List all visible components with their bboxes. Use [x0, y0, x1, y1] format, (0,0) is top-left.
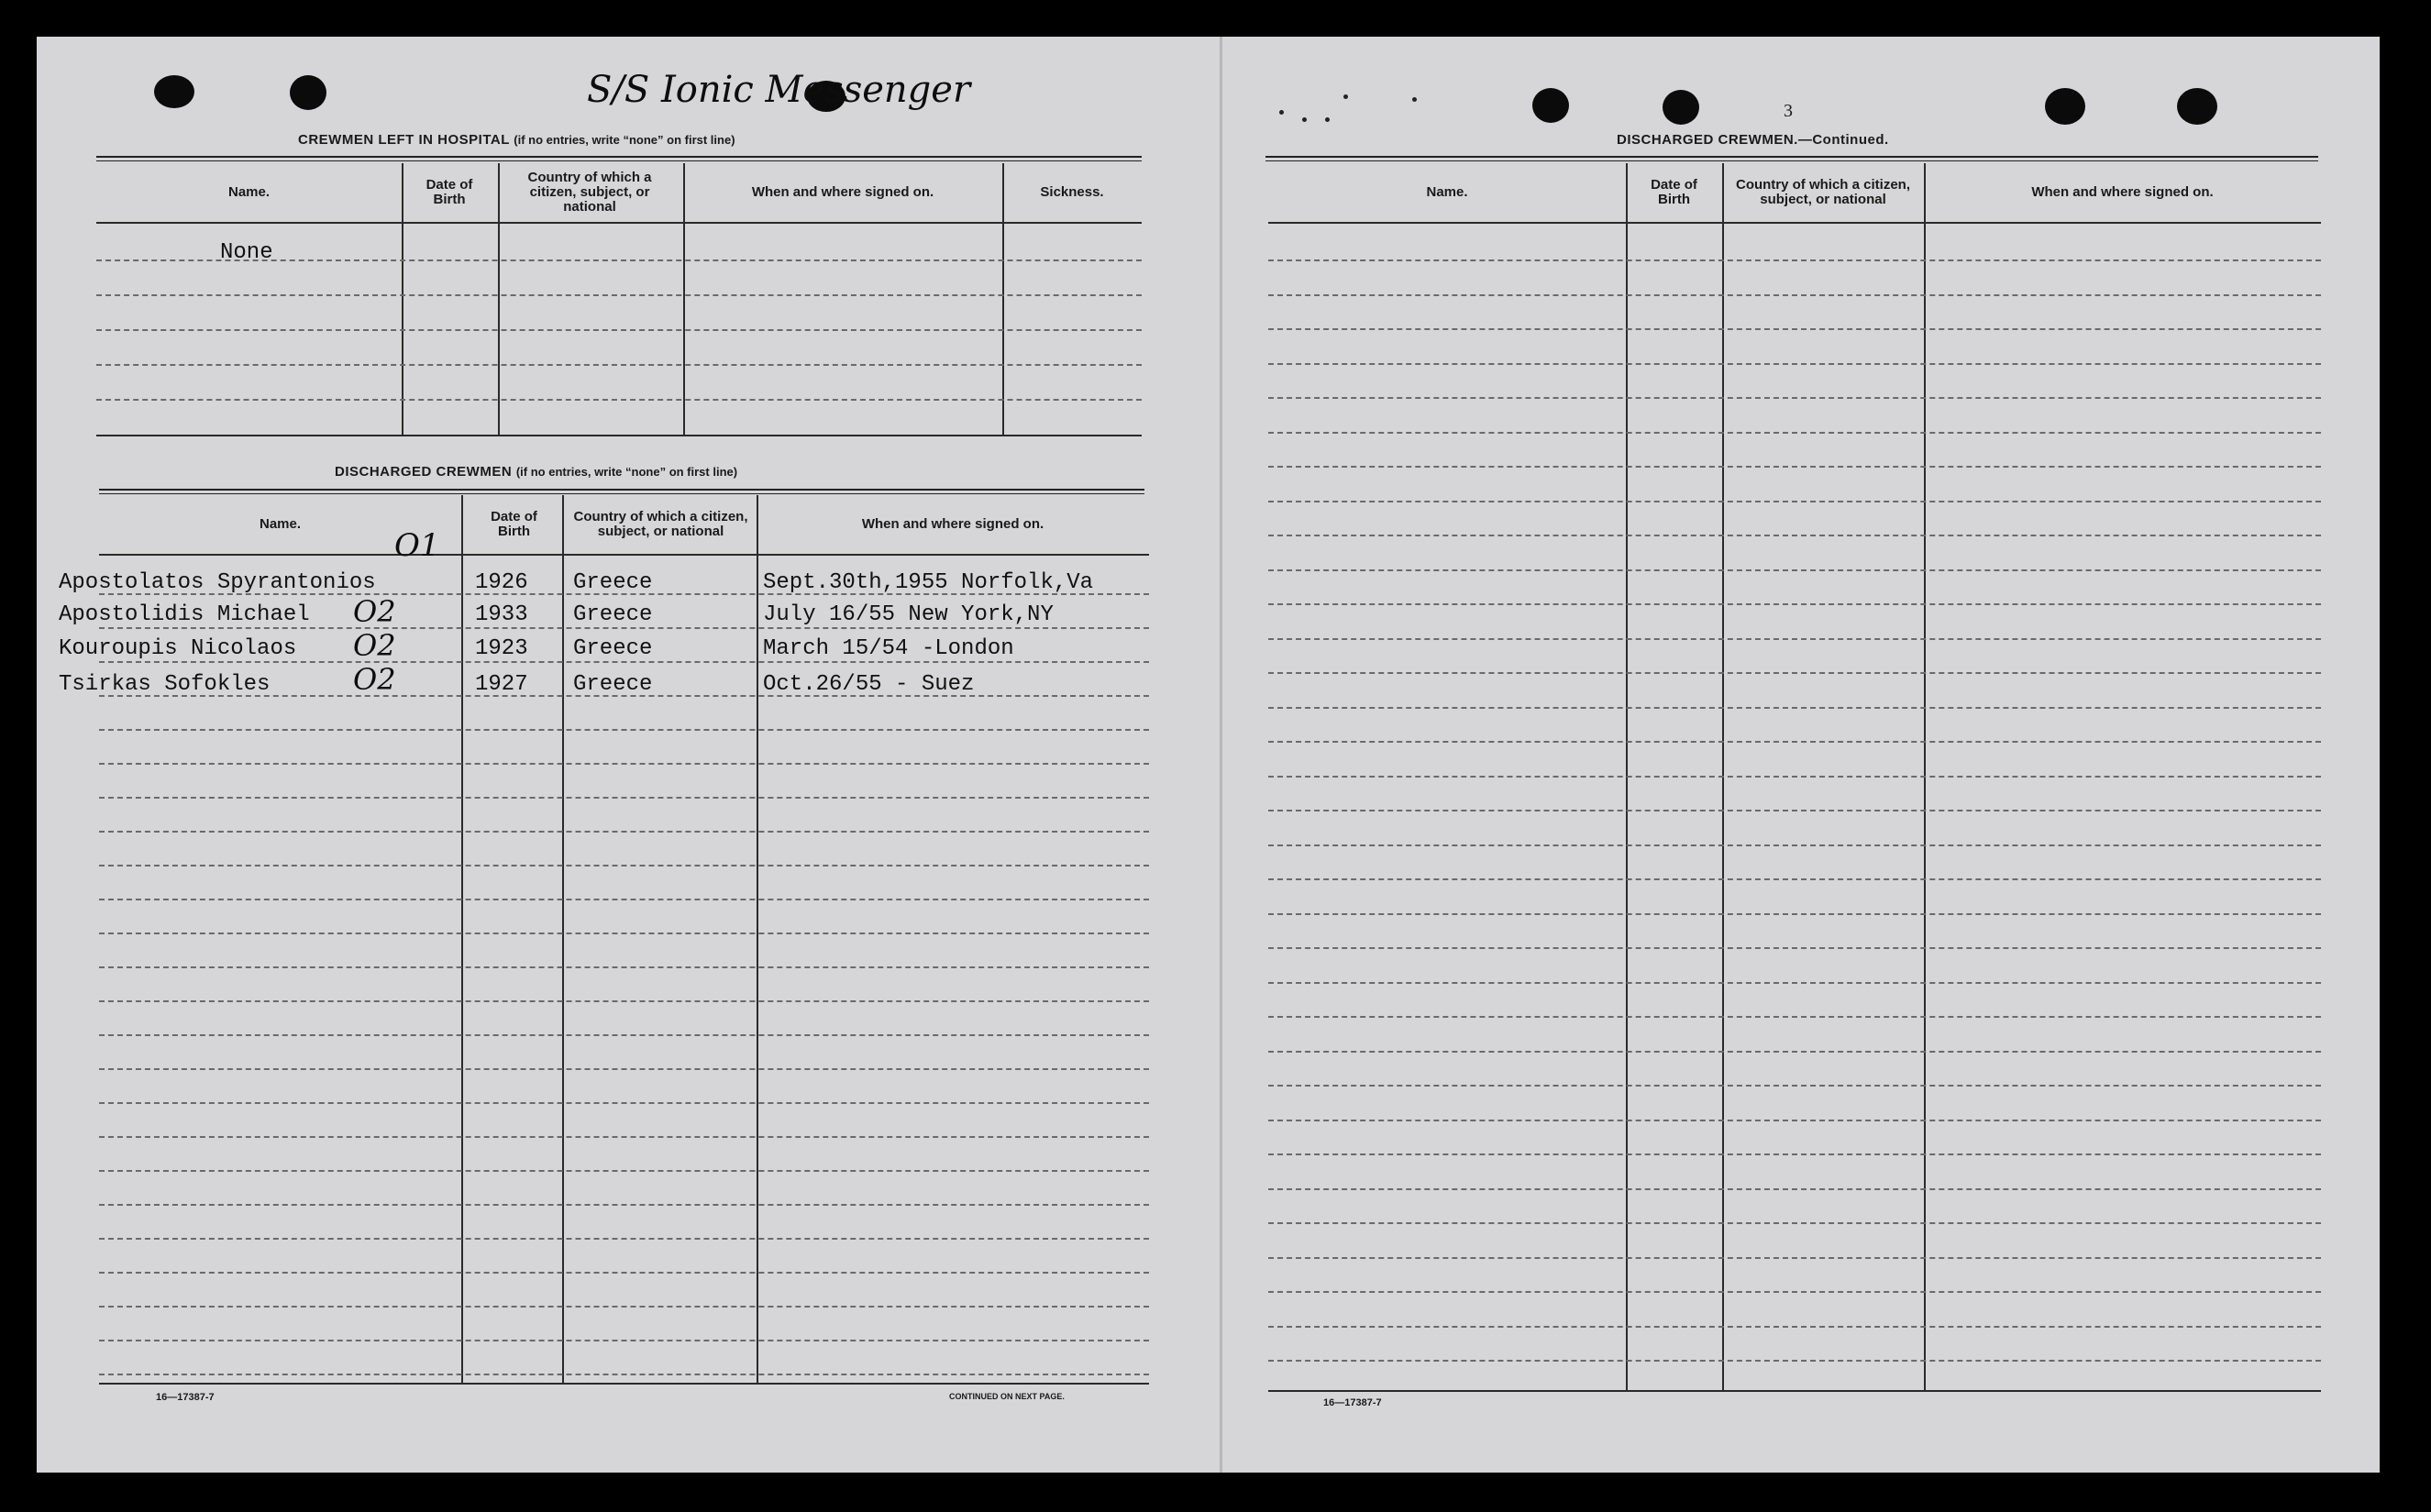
ruled-line — [99, 831, 1149, 833]
ruled-line — [99, 797, 1149, 799]
ruled-line — [1268, 1051, 2321, 1053]
crew-dob: 1923 — [475, 636, 528, 661]
continued-note: CONTINUED ON NEXT PAGE. — [949, 1392, 1065, 1401]
ruled-line — [99, 763, 1149, 765]
handwritten-mark: O1 — [394, 527, 440, 564]
col-signed-on: When and where signed on. — [861, 516, 1044, 532]
crew-signed-on: Oct.26/55 - Suez — [763, 672, 975, 697]
ruled-line — [1268, 432, 2321, 434]
hospital-table — [96, 163, 1142, 436]
ruled-line — [99, 1000, 1149, 1002]
crew-dob: 1927 — [475, 672, 528, 697]
ruled-line — [1268, 982, 2321, 984]
col-name: Name. — [259, 516, 302, 532]
ruled-line — [99, 1102, 1149, 1104]
punch-hole — [1663, 90, 1699, 125]
ruled-line — [99, 1238, 1149, 1240]
ruled-line — [99, 933, 1149, 934]
ruled-line — [1268, 947, 2321, 949]
punch-hole — [1532, 88, 1569, 123]
ruled-line — [99, 1340, 1149, 1341]
ruled-line — [1268, 1188, 2321, 1190]
ink-speck — [1343, 94, 1348, 99]
crew-name: Kouroupis Nicolaos — [59, 636, 297, 661]
crew-name: Apostolatos Spyrantonios — [59, 570, 376, 595]
ruled-line — [1268, 638, 2321, 640]
hospital-heading: CREWMEN LEFT IN HOSPITAL (if no entries, write “none” on first line) — [298, 132, 735, 148]
col-sickness: Sickness. — [1040, 184, 1104, 200]
ruled-line — [1268, 878, 2321, 880]
discharged-table — [99, 495, 1149, 1385]
discharged-continued-heading: DISCHARGED CREWMEN.—Continued. — [1617, 132, 1889, 148]
ruled-line — [1268, 1016, 2321, 1018]
ruled-line — [1268, 810, 2321, 811]
page-fold — [1220, 37, 1222, 1473]
col-name: Name. — [227, 184, 271, 200]
ruled-line — [99, 899, 1149, 900]
crew-signed-on: March 15/54 -London — [763, 636, 1014, 661]
ruled-line — [1268, 466, 2321, 468]
col-name: Name. — [1426, 184, 1468, 200]
punch-hole — [2177, 88, 2217, 125]
col-dob: Date of Birth — [425, 177, 473, 207]
ruled-line — [1268, 397, 2321, 399]
ruled-line — [1268, 259, 2321, 261]
crew-name: Apostolidis Michael — [59, 602, 310, 627]
ruled-line — [1268, 776, 2321, 778]
punch-hole — [2045, 88, 2085, 125]
ink-speck — [1412, 97, 1417, 102]
ruled-line — [1268, 1360, 2321, 1362]
ruled-line — [1268, 1257, 2321, 1259]
crew-country: Greece — [573, 672, 653, 697]
crew-dob: 1926 — [475, 570, 528, 595]
ruled-line — [1268, 741, 2321, 743]
ruled-line — [1268, 1120, 2321, 1121]
ruled-line — [99, 966, 1149, 968]
handwritten-mark: O2 — [353, 662, 396, 697]
ruled-line — [1268, 672, 2321, 674]
col-dob: Date of Birth — [491, 509, 537, 539]
ruled-line — [99, 661, 1149, 663]
ink-speck — [1302, 117, 1307, 122]
ruled-line — [1268, 1153, 2321, 1155]
ruled-line — [1268, 1085, 2321, 1087]
ruled-line — [1268, 569, 2321, 571]
handwritten-mark: O2 — [353, 628, 396, 663]
ruled-line — [99, 1068, 1149, 1070]
page-number: 3 — [1784, 101, 1793, 121]
col-signed-on: When and where signed on. — [2031, 184, 2214, 200]
ruled-line — [99, 627, 1149, 629]
ruled-line — [1268, 1222, 2321, 1224]
ruled-line — [1268, 913, 2321, 915]
ruled-line — [99, 1374, 1149, 1375]
crew-country: Greece — [573, 636, 653, 661]
crew-country: Greece — [573, 570, 653, 595]
ruled-line — [99, 729, 1149, 731]
right-top-rule — [1265, 156, 2318, 161]
col-country: Country of which a citizen, subject, or national — [573, 509, 748, 539]
hospital-entry: None — [220, 240, 273, 265]
crew-country: Greece — [573, 602, 653, 627]
discharged-heading: DISCHARGED CREWMEN (if no entries, write “none” on first line) — [335, 464, 738, 480]
handwritten-ship-name: S/S Ionic Messenger — [587, 69, 971, 111]
form-number: 16—17387-7 — [156, 1392, 215, 1403]
col-country: Country of which a citizen, subject, or national — [1735, 177, 1910, 207]
ruled-line — [1268, 328, 2321, 330]
ruled-line — [1268, 844, 2321, 846]
ruled-line — [99, 1306, 1149, 1308]
ruled-line — [99, 865, 1149, 866]
ruled-line — [99, 1034, 1149, 1036]
handwritten-mark: O2 — [353, 594, 396, 629]
ruled-line — [1268, 501, 2321, 502]
col-dob: Date of Birth — [1651, 177, 1697, 207]
punch-hole — [154, 75, 194, 108]
crew-signed-on: July 16/55 New York,NY — [763, 602, 1054, 627]
discharged-continued-table — [1268, 163, 2321, 1392]
ruled-line — [1268, 1326, 2321, 1328]
col-country: Country of which a citizen, subject, or national — [527, 170, 652, 215]
ruled-line — [1268, 535, 2321, 536]
ruled-line — [99, 1136, 1149, 1138]
ruled-line — [1268, 707, 2321, 709]
punch-hole — [290, 75, 326, 110]
col-signed-on: When and where signed on. — [751, 184, 934, 200]
hospital-top-rule — [96, 156, 1142, 161]
crew-signed-on: Sept.30th,1955 Norfolk,Va — [763, 570, 1094, 595]
ruled-line — [99, 1272, 1149, 1274]
ruled-line — [1268, 363, 2321, 365]
ruled-line — [99, 1204, 1149, 1206]
ink-speck — [1279, 110, 1284, 115]
form-number: 16—17387-7 — [1323, 1397, 1382, 1408]
ruled-line — [99, 1170, 1149, 1172]
ink-speck — [1325, 117, 1330, 122]
ruled-line — [1268, 1291, 2321, 1293]
ruled-line — [1268, 603, 2321, 605]
discharged-top-rule — [99, 489, 1144, 494]
crew-name: Tsirkas Sofokles — [59, 672, 271, 697]
ruled-line — [1268, 294, 2321, 296]
crew-dob: 1933 — [475, 602, 528, 627]
